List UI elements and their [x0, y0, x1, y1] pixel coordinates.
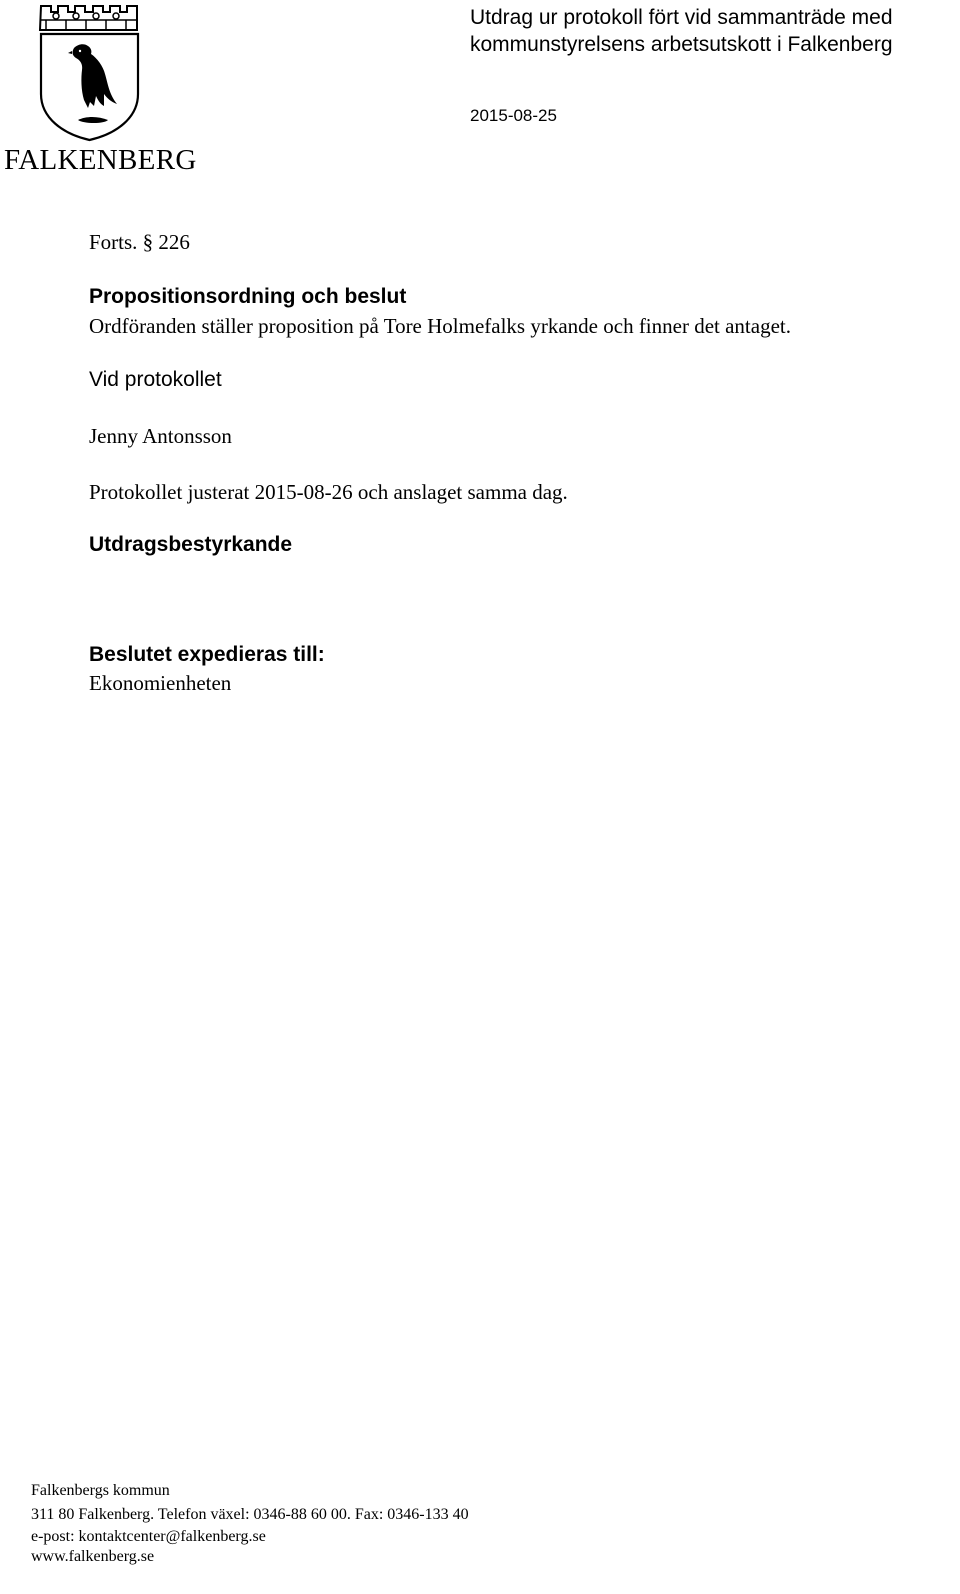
footer-web: www.falkenberg.se [31, 1548, 155, 1565]
footer-org: Falkenbergs kommun [31, 1482, 170, 1499]
footer-email: e-post: kontaktcenter@falkenberg.se [31, 1528, 266, 1545]
falkenberg-crest-logo [38, 2, 140, 142]
heading-beslutet-expedieras: Beslutet expedieras till: [89, 643, 325, 666]
recipient: Ekonomienheten [89, 671, 232, 695]
secretary-name: Jenny Antonsson [89, 424, 232, 448]
heading-utdragsbestyrkande: Utdragsbestyrkande [89, 533, 293, 556]
logo-wordmark: FALKENBERG [4, 144, 197, 176]
section-continuation: Forts. § 226 [89, 230, 190, 254]
heading-vid-protokollet: Vid protokollet [89, 368, 222, 391]
document-header-title [470, 4, 893, 58]
adjusted-text: Protokollet justerat 2015-08-26 och anslaget samma dag. [89, 480, 568, 504]
heading-propositionsordning: Propositionsordning och beslut [89, 285, 407, 308]
meeting-date: 2015-08-25 [470, 106, 557, 125]
decision-text: Ordföranden ställer proposition på Tore Holmefalks yrkande och finner det antaget. [89, 314, 791, 338]
footer-address: 311 80 Falkenberg. Telefon växel: 0346-88 60 00. Fax: 0346-133 40 [31, 1506, 469, 1523]
header-title-line-2: kommunstyrelsens arbetsutskott i Falkenberg [470, 33, 893, 56]
header-title-line-1: Utdrag ur protokoll fört vid sammanträde med [470, 6, 893, 29]
